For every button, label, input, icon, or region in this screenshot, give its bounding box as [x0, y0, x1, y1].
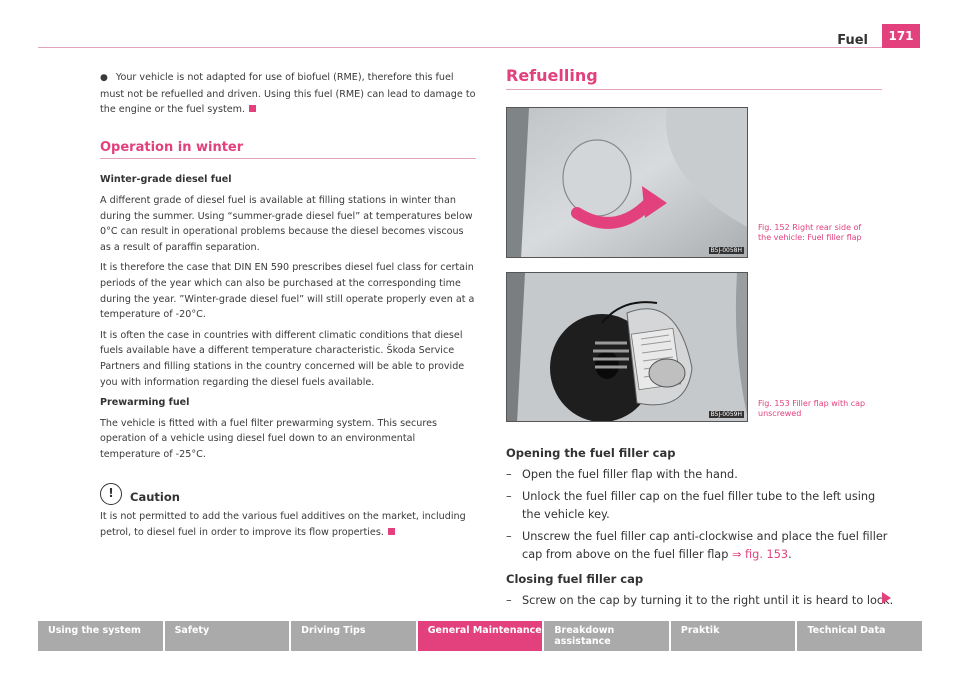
paragraph-3: It is often the case in countries with different climatic conditions that diesel fuels available have a different temperature characteristic. Škoda Service Partners and filling stations in the country concerned will be able to provide you with information regarding the diesel fuels available.	[100, 329, 465, 388]
page-number: 171	[882, 24, 920, 48]
nav-tab-technical-data[interactable]: Technical Data	[797, 621, 922, 651]
figure-code: B5J-0059H	[710, 411, 742, 418]
right-column	[506, 444, 896, 614]
nav-tab-safety[interactable]: Safety	[165, 621, 292, 651]
chapter-nav	[38, 621, 922, 651]
header-rule	[38, 47, 920, 48]
next-page-arrow-icon[interactable]	[882, 592, 891, 604]
paragraph-4: The vehicle is fitted with a fuel filter prewarming system. This secures operation of a vehicle using diesel fuel down to an environmental temperature of -25°C.	[100, 417, 437, 460]
nav-tab-breakdown-assistance[interactable]: Breakdown assistance	[544, 621, 671, 651]
section-end-icon	[388, 528, 395, 535]
intro-bullet: ● Your vehicle is not adapted for use of biofuel (RME), therefore this fuel must not be refuelled and driven. Using this fuel (RME) can lead to damage to the engine or the fuel system.	[100, 72, 476, 116]
figure-153	[506, 272, 748, 422]
figure-link[interactable]: ⇒ fig. 153	[732, 548, 789, 561]
step-2: – Unlock the fuel filler cap on the fuel filler tube to the left using the vehicle key.	[506, 490, 876, 521]
subheading-opening: Opening the fuel filler cap	[506, 446, 676, 460]
figure-152	[506, 107, 748, 258]
fuel-flap-illustration	[507, 108, 748, 258]
paragraph-2: It is therefore the case that DIN EN 590 prescribes diesel fuel class for certain periods of the year which can also be purchased at the corresponding time during the year. ”Winter-grade diesel fuel” will still operate properly even at a temperature of -20°C.	[100, 262, 475, 321]
caution-header	[100, 482, 476, 506]
chapter-title: Fuel	[837, 33, 868, 48]
bullet-icon: ●	[100, 73, 108, 83]
figure-code: B5J-0058H	[710, 247, 742, 254]
subheading-prewarming: Prewarming fuel	[100, 397, 190, 409]
heading-operation-in-winter: Operation in winter	[100, 140, 476, 160]
caution-icon: !	[100, 483, 122, 505]
nav-tab-using-the-system[interactable]: Using the system	[38, 621, 165, 651]
nav-tab-general-maintenance[interactable]: General Maintenance	[418, 621, 545, 651]
subheading-winter-grade: Winter-grade diesel fuel	[100, 174, 232, 186]
step-4: – Screw on the cap by turning it to the right until it is heard to lock.	[506, 594, 894, 607]
nav-tab-driving-tips[interactable]: Driving Tips	[291, 621, 418, 651]
paragraph-1: A different grade of diesel fuel is available at filling stations in winter than during the summer. Using “summer-grade diesel fuel” at temperatures below 0°C can result in operational problems because the diesel becomes viscous as a result of paraffin separation.	[100, 194, 473, 253]
caution-text: It is not permitted to add the various fuel additives on the market, including petrol, to diesel fuel in order to improve its flow properties.	[100, 511, 466, 538]
figure-152-caption: Fig. 152 Right rear side of the vehicle: Fuel filler flap	[758, 223, 862, 242]
figure-153-caption: Fig. 153 Filler flap with cap unscrewed	[758, 399, 866, 418]
step-1: – Open the fuel filler flap with the hand.	[506, 468, 738, 481]
section-end-icon	[249, 105, 256, 112]
filler-cap-illustration	[507, 273, 748, 422]
heading-refuelling: Refuelling	[506, 66, 882, 90]
step-3: – Unscrew the fuel filler cap anti-clockwise and place the fuel filler cap from above on the fuel filler flap ⇒ fig. 153.	[506, 530, 888, 561]
nav-tab-praktik[interactable]: Praktik	[671, 621, 798, 651]
left-column	[100, 70, 476, 545]
caution-title: Caution	[130, 490, 180, 505]
subheading-closing: Closing fuel filler cap	[506, 572, 644, 586]
